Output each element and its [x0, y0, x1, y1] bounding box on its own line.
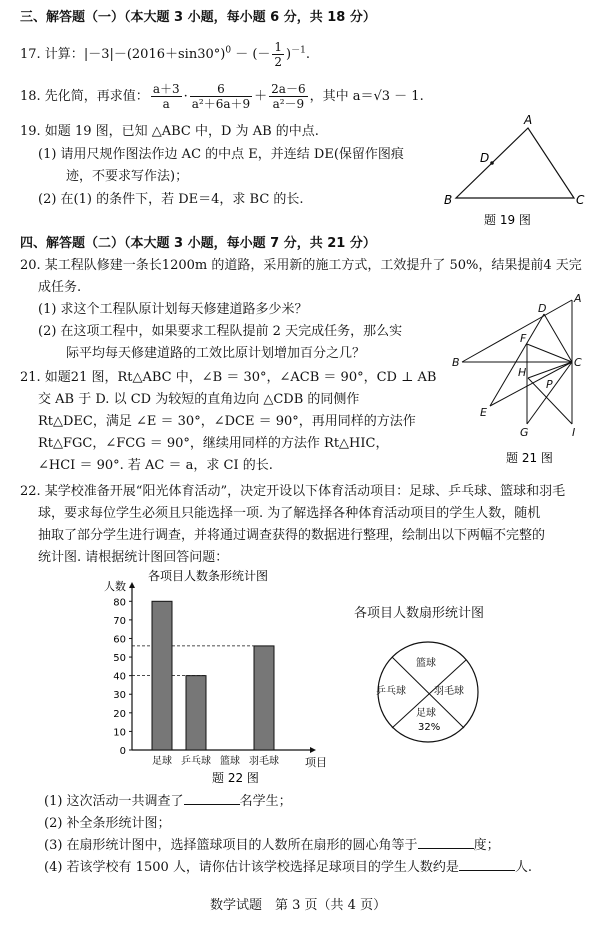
q22-s3-tail: 度； — [473, 838, 500, 853]
q21-line-1: 21. 如题21 图，Rt△ABC 中，∠B ＝ 30°，∠ACB ＝ 90°，CD ⊥ AB — [20, 370, 437, 385]
y-tick-label: 30 — [113, 690, 126, 702]
bar — [152, 601, 172, 750]
q18-tail: ，其中 a＝√3 － 1. — [309, 89, 424, 104]
pie-chart-title: 各项目人数扇形统计图 — [354, 606, 485, 621]
q22-line-2: 球，要求每位学生必须且只能选择一项. 为了解选择各种体育活动项目的学生人数，随机 — [38, 506, 541, 521]
q18-label: 18. 先化简，再求值： — [20, 89, 149, 104]
q21-line-4: Rt△FGC，∠FCG ＝ 90°，继续用同样的方法作 Rt△HIC， — [38, 436, 389, 451]
q19-line-1: 19. 如题 19 图，已知 △ABC 中，D 为 AB 的中点. — [20, 124, 319, 139]
q22-sub-4 — [44, 858, 532, 877]
q22-s4-tail: 人. — [514, 860, 533, 875]
q22-line-3: 抽取了部分学生进行调查，并将通过调查获得的数据进行整理，绘制出以下两幅不完整的 — [38, 528, 546, 543]
answer-blank-1[interactable] — [184, 792, 240, 805]
q19-line-4: (2) 在(1) 的条件下，若 DE＝4，求 BC 的长. — [38, 192, 304, 207]
q22-sub-3 — [44, 836, 500, 855]
segment-ec — [490, 362, 572, 406]
figure-19-caption: 题 19 图 — [484, 213, 531, 227]
bar-chart-title: 各项目人数条形统计图 — [148, 569, 269, 583]
label-a: A — [524, 113, 533, 127]
figure-19 — [440, 112, 590, 232]
q18-dot: · — [183, 89, 188, 104]
answer-blank-4[interactable] — [459, 858, 515, 871]
segment-ch — [528, 362, 572, 378]
q19-line-2: (1) 请用尺规作图法作边 AC 的中点 E，并连结 DE(保留作图痕 — [38, 147, 404, 162]
y-tick-label: 20 — [113, 708, 126, 720]
q18-f3-num: 2a－6 — [271, 82, 306, 96]
q18-plus: ＋ — [254, 89, 268, 104]
label-p: P — [546, 378, 553, 391]
category-label: 羽毛球 — [249, 756, 279, 767]
label-g: G — [520, 426, 529, 439]
segment-de — [490, 314, 544, 406]
q18-f3-den: a²－9 — [272, 97, 305, 111]
label-h: H — [518, 366, 527, 379]
y-tick-label: 70 — [113, 615, 126, 627]
q21-line-2: 交 AB 于 D. 以 CD 为较短的直角边向 △CDB 的同侧作 — [38, 392, 360, 407]
q18-fraction-1 — [151, 82, 182, 111]
label-a: A — [574, 292, 582, 305]
x-axis-arrow — [310, 747, 316, 753]
q18-f1-den: a — [162, 97, 170, 111]
q20-line-3: (1) 求这个工程队原计划每天修建道路多少米？ — [38, 302, 308, 317]
pie-label-badminton: 羽毛球 — [434, 686, 464, 697]
label-b: B — [444, 193, 453, 207]
pie-chart — [372, 640, 502, 746]
label-e: E — [480, 406, 487, 419]
q17-expr: |－3|－(2016＋sin30°) — [83, 47, 226, 62]
y-tick-label: 40 — [113, 671, 126, 683]
q22-sub-1 — [44, 792, 292, 811]
bar-chart — [100, 566, 340, 786]
q17-close: ) — [286, 47, 292, 62]
q20-line-4: (2) 在这项工程中，如果要求工程队提前 2 天完成任务，那么实 — [38, 324, 403, 339]
label-c: C — [574, 356, 582, 369]
y-axis-arrow — [129, 582, 135, 588]
point-d — [490, 161, 494, 165]
figure-21-caption: 题 21 图 — [506, 451, 553, 465]
category-label: 乒乓球 — [181, 756, 211, 767]
q21-line-3: Rt△DEC，满足 ∠E ＝ 30°，∠DCE ＝ 90°，再用同样的方法作 — [38, 414, 416, 429]
y-tick-label: 0 — [119, 746, 126, 757]
q17-fraction — [272, 40, 284, 69]
segment-ba — [462, 300, 572, 362]
pie-football-percent: 32% — [418, 722, 441, 733]
q17-frac-den: 2 — [274, 55, 283, 69]
bar — [186, 676, 206, 750]
answer-blank-3[interactable] — [418, 836, 474, 849]
segment-gc — [527, 362, 572, 424]
q18-f1-num: a＋3 — [152, 82, 180, 96]
category-label: 足球 — [152, 756, 172, 767]
pie-label-basketball: 篮球 — [416, 658, 436, 669]
q22-sub-2: (2) 补全条形统计图； — [44, 816, 171, 831]
q17-exponent-0: 0 — [225, 45, 232, 56]
triangle-abc — [456, 128, 574, 198]
label-d: D — [480, 151, 490, 165]
pie-label-football: 足球 — [416, 708, 436, 719]
q18-f2-num: 6 — [190, 82, 252, 97]
q19-line-3: 迹，不要求写作法)； — [66, 169, 189, 184]
label-b: B — [452, 356, 460, 369]
q22-s4-text: (4) 若该学校有 1500 人，请你估计该学校选择足球项目的学生人数约是 — [44, 860, 459, 875]
bar-chart-ylabel: 人数 — [104, 580, 126, 593]
category-label: 篮球 — [220, 756, 240, 767]
question-18 — [20, 82, 424, 111]
question-17 — [20, 40, 310, 69]
q18-f2-den: a²＋6a＋9 — [191, 97, 251, 111]
segment-cf — [527, 344, 572, 362]
section-4-title: 四、解答题（二）（本大题 3 小题，每小题 7 分，共 21 分） — [20, 236, 376, 251]
q17-exponent-neg1: －1 — [291, 45, 306, 56]
q22-s1-tail: 名学生； — [239, 794, 292, 809]
q17-label: 17. 计算： — [20, 47, 84, 62]
bar — [254, 646, 274, 750]
y-tick-label: 60 — [113, 634, 126, 646]
q22-s1-text: (1) 这次活动一共调查了 — [44, 794, 184, 809]
q21-line-5: ∠HCI ＝ 90°. 若 AC ＝ a，求 CI 的长. — [38, 458, 273, 473]
y-tick-label: 10 — [113, 727, 126, 739]
bar-chart-xlabel: 项目 — [305, 756, 327, 769]
page-footer: 数学试题 第 3 页（共 4 页） — [210, 898, 387, 913]
q22-s3-text: (3) 在扇形统计图中，选择篮球项目的人数所在扇形的圆心角等于 — [44, 838, 418, 853]
pie-label-pingpong: 乒乓球 — [376, 686, 406, 697]
q22-line-1: 22. 某学校准备开展“阳光体育活动”，决定开设以下体育活动项目：足球、乒乓球、篮球和羽毛 — [20, 484, 566, 499]
q17-minus: － (－ — [231, 47, 271, 62]
figure-21 — [450, 292, 590, 472]
label-c: C — [576, 193, 585, 207]
q20-line-5: 际平均每天修建道路的工效比原计划增加百分之几？ — [66, 346, 366, 361]
q22-line-4: 统计图. 请根据统计图回答问题： — [38, 550, 229, 565]
q18-fraction-3 — [269, 82, 307, 111]
q20-line-2: 成任务. — [38, 280, 82, 295]
figure-22-caption: 题 22 图 — [212, 771, 259, 785]
label-f: F — [520, 332, 527, 345]
q17-end: . — [305, 47, 310, 62]
segment-cd — [544, 314, 572, 362]
q18-fraction-2 — [190, 82, 252, 111]
label-i: I — [572, 426, 576, 439]
y-tick-label: 50 — [113, 653, 126, 665]
q17-frac-num: 1 — [274, 40, 283, 54]
section-3-title: 三、解答题（一）（本大题 3 小题，每小题 6 分，共 18 分） — [20, 10, 376, 25]
y-tick-label: 80 — [113, 597, 126, 609]
label-d: D — [538, 302, 547, 315]
q20-line-1: 20. 某工程队修建一条长1200m 的道路，采用新的施工方式，工效提升了 50%，结果提前4 天完 — [20, 258, 582, 273]
